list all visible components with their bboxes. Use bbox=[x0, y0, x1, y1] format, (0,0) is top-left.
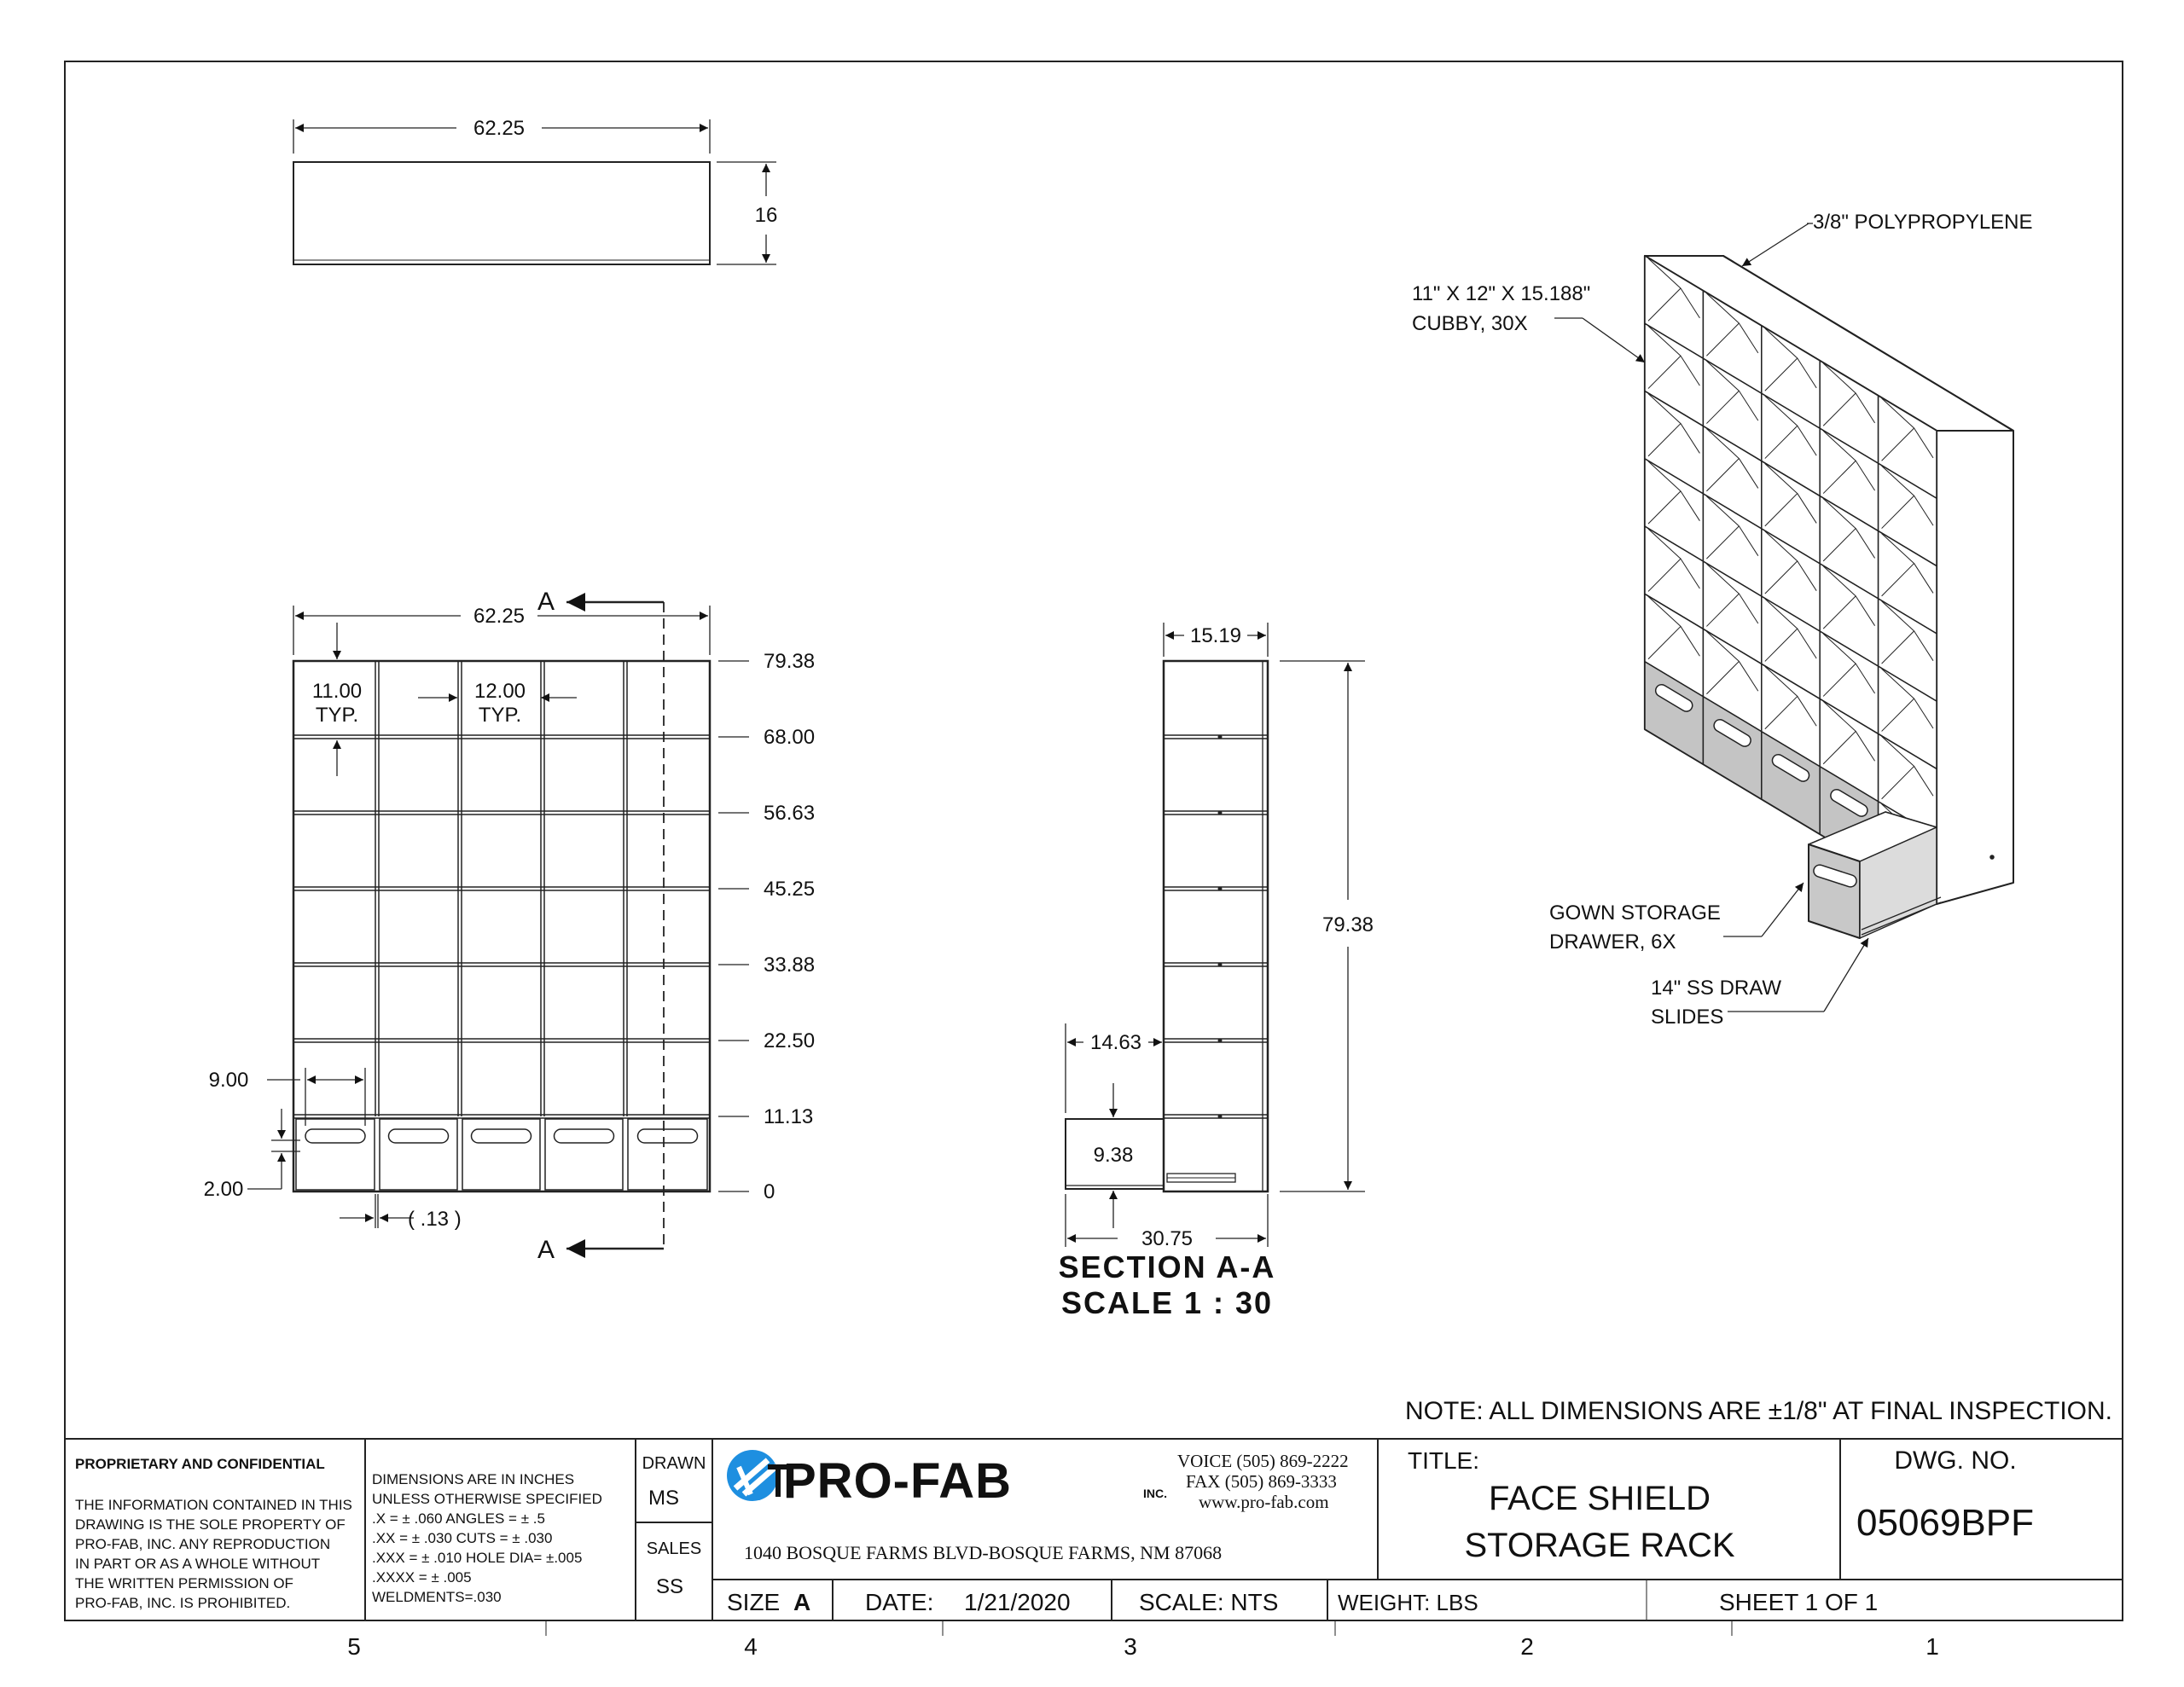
slides-callout-line1: 14" SS DRAW bbox=[1651, 977, 1781, 1000]
drawer-handle-slot bbox=[638, 1129, 698, 1143]
drawer-handle-slot bbox=[305, 1129, 365, 1143]
sheet-value: SHEET 1 OF 1 bbox=[1719, 1589, 1879, 1615]
front-level-lines bbox=[718, 661, 749, 1191]
slides-callout-line2: SLIDES bbox=[1651, 1006, 1724, 1029]
cubby-height-dim: 11.00 bbox=[311, 680, 363, 703]
shelf-pin bbox=[1218, 887, 1222, 890]
tolerance-line: .XXXX = ± .005 bbox=[372, 1569, 472, 1586]
level-label: 11.13 bbox=[764, 1105, 814, 1128]
drawn-value: MS bbox=[648, 1487, 679, 1510]
logo-suffix: INC. bbox=[1143, 1487, 1167, 1500]
level-label: 68.00 bbox=[764, 726, 816, 749]
cubby-width-typ: TYP. bbox=[478, 704, 522, 727]
zone-label: 2 bbox=[1520, 1633, 1534, 1660]
cubby-callout-line2: CUBBY, 30X bbox=[1412, 312, 1528, 335]
tolerance-line: UNLESS OTHERWISE SPECIFIED bbox=[372, 1491, 602, 1507]
dwg-number: 05069BPF bbox=[1856, 1502, 2034, 1544]
level-label: 33.88 bbox=[764, 954, 816, 977]
drawer-handle-slot bbox=[555, 1129, 614, 1143]
company-address: 1040 BOSQUE FARMS BLVD-BOSQUE FARMS, NM 87068 bbox=[744, 1542, 1223, 1563]
website: www.pro-fab.com bbox=[1199, 1492, 1329, 1512]
cubby-height-typ: TYP. bbox=[315, 704, 359, 727]
proprietary-title: PROPRIETARY AND CONFIDENTIAL bbox=[75, 1456, 325, 1472]
shelf-pin bbox=[1218, 1115, 1222, 1118]
zone-label: 3 bbox=[1124, 1633, 1137, 1660]
total-depth-dim: 30.75 bbox=[1141, 1227, 1194, 1250]
drawer-callout-line1: GOWN STORAGE bbox=[1549, 901, 1721, 925]
cubby-callout-line1: 11" X 12" X 15.188" bbox=[1412, 282, 1591, 305]
fax-number: FAX (505) 869-3333 bbox=[1186, 1471, 1337, 1492]
date-label: DATE: bbox=[865, 1589, 934, 1615]
drawn-label: DRAWN bbox=[642, 1454, 706, 1473]
tolerance-line: .XXX = ± .010 HOLE DIA= ±.005 bbox=[372, 1550, 583, 1566]
tolerance-line: .XX = ± .030 CUTS = ± .030 bbox=[372, 1530, 553, 1546]
shelf-pin bbox=[1218, 735, 1222, 739]
tolerance-text bbox=[372, 1471, 602, 1605]
level-label: 0 bbox=[764, 1180, 775, 1203]
scale-value: SCALE: NTS bbox=[1139, 1589, 1279, 1615]
section-title: SECTION A-A bbox=[1058, 1249, 1276, 1284]
size-label: SIZE bbox=[727, 1589, 781, 1615]
top-view-depth-dim: 16 bbox=[754, 204, 778, 227]
section-shelves bbox=[1164, 735, 1268, 1118]
gap-dim: ( .13 ) bbox=[408, 1208, 462, 1231]
section-depth-dim: 15.19 bbox=[1189, 624, 1242, 647]
sales-value: SS bbox=[655, 1575, 684, 1598]
section-marker-top: A bbox=[537, 588, 555, 616]
weight-value: WEIGHT: LBS bbox=[1338, 1590, 1478, 1615]
tolerance-line: DIMENSIONS ARE IN INCHES bbox=[372, 1471, 575, 1487]
drawer-extension-dim: 14.63 bbox=[1089, 1031, 1142, 1054]
drawer-handle-slot bbox=[472, 1129, 531, 1143]
shelf-pin bbox=[1218, 1039, 1222, 1042]
drawer-offset-dim: 2.00 bbox=[203, 1178, 244, 1201]
iso-cubby-grid bbox=[1645, 256, 1937, 904]
top-view-width-dim: 62.25 bbox=[473, 117, 526, 140]
drawer-callout-line2: DRAWER, 6X bbox=[1549, 930, 1676, 954]
drawer-handle-slot bbox=[389, 1129, 449, 1143]
date-value: 1/21/2020 bbox=[964, 1589, 1071, 1615]
proprietary-line: IN PART OR AS A WHOLE WITHOUT bbox=[75, 1556, 321, 1572]
inspection-note: NOTE: ALL DIMENSIONS ARE ±1/8" AT FINAL INSPECTION. bbox=[1405, 1397, 2112, 1425]
section-marker-bottom: A bbox=[537, 1236, 555, 1264]
logo-wordmark: PRO-FAB bbox=[783, 1453, 1012, 1509]
proprietary-line: THE INFORMATION CONTAINED IN THIS bbox=[75, 1497, 352, 1513]
level-label: 79.38 bbox=[764, 650, 816, 673]
zone-label: 4 bbox=[744, 1633, 758, 1660]
cubby-width-dim: 12.00 bbox=[473, 680, 526, 703]
proprietary-line: PRO-FAB, INC. ANY REPRODUCTION bbox=[75, 1536, 331, 1552]
level-label: 56.63 bbox=[764, 802, 816, 825]
level-label: 22.50 bbox=[764, 1029, 816, 1052]
isometric-view bbox=[1554, 223, 2013, 1012]
material-callout: 3/8" POLYPROPYLENE bbox=[1813, 211, 2033, 234]
title-label: TITLE: bbox=[1408, 1447, 1480, 1474]
zone-label: 1 bbox=[1926, 1633, 1939, 1660]
proprietary-line: PRO-FAB, INC. IS PROHIBITED. bbox=[75, 1595, 291, 1611]
drawing-title-line2: STORAGE RACK bbox=[1464, 1527, 1735, 1564]
front-view-cubby-grid bbox=[293, 661, 710, 1190]
zone-labels bbox=[347, 1633, 1939, 1660]
drawer-height-dim: 9.38 bbox=[1093, 1144, 1134, 1167]
section-scale: SCALE 1 : 30 bbox=[1060, 1285, 1274, 1320]
voice-number: VOICE (505) 869-2222 bbox=[1177, 1451, 1349, 1471]
proprietary-line: THE WRITTEN PERMISSION OF bbox=[75, 1575, 293, 1591]
drawing-title-line1: FACE SHIELD bbox=[1488, 1480, 1711, 1517]
section-height-dim: 79.38 bbox=[1321, 913, 1374, 936]
size-value: A bbox=[793, 1589, 811, 1615]
dwg-no-label: DWG. NO. bbox=[1894, 1446, 2017, 1475]
front-view-width-dim: 62.25 bbox=[473, 605, 526, 628]
drawer-width-dim: 9.00 bbox=[208, 1069, 249, 1092]
proprietary-line: DRAWING IS THE SOLE PROPERTY OF bbox=[75, 1516, 346, 1533]
tolerance-line: WELDMENTS=.030 bbox=[372, 1589, 502, 1605]
proprietary-text bbox=[75, 1497, 352, 1611]
tolerance-line: .X = ± .060 ANGLES = ± .5 bbox=[372, 1510, 545, 1527]
shelf-pin bbox=[1218, 963, 1222, 966]
sales-label: SALES bbox=[646, 1539, 702, 1558]
level-label: 45.25 bbox=[764, 878, 816, 901]
shelf-pin bbox=[1218, 811, 1222, 815]
zone-label: 5 bbox=[347, 1633, 361, 1660]
pro-fab-logo bbox=[727, 1450, 1167, 1509]
front-level-labels bbox=[764, 650, 815, 1203]
top-view bbox=[293, 119, 776, 264]
